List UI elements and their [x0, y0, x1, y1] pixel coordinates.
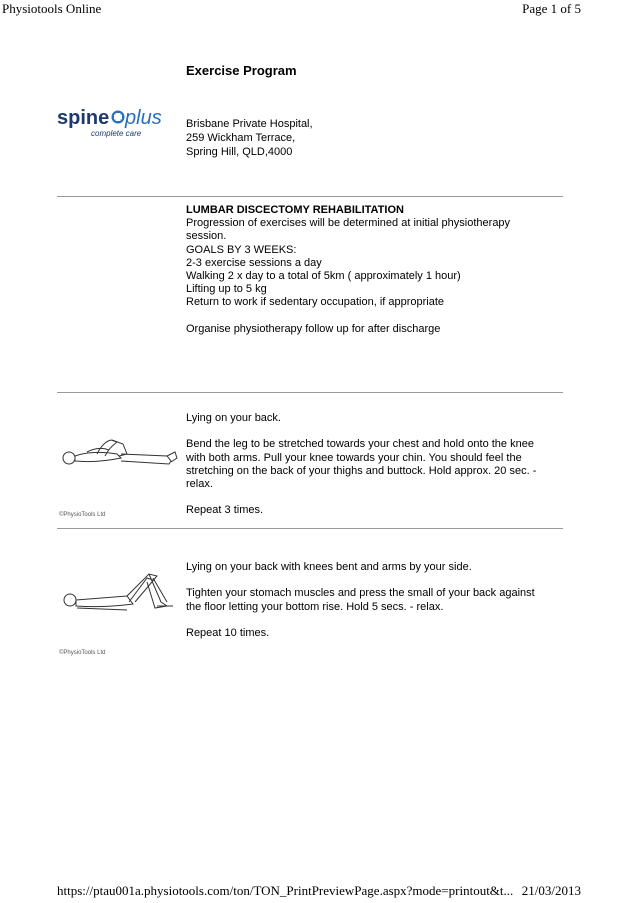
program-line: Return to work if sedentary occupation, if appropriate [186, 296, 445, 309]
program-line: Walking 2 x day to a total of 5km ( approximately 1 hour) [186, 270, 461, 283]
footer-date: 21/03/2013 [521, 883, 581, 898]
exercise-instruction-line: relax. [186, 478, 213, 490]
logo-tagline: complete care [91, 129, 142, 138]
program-description [186, 204, 564, 336]
program-line: Lifting up to 5 kg [186, 283, 267, 296]
header-app-name: Physiotools Online [2, 1, 102, 16]
logo-text-plus: plus [125, 107, 162, 129]
program-followup: Organise physiotherapy follow up for after discharge [186, 322, 441, 335]
logo-text-spine: spine [57, 107, 110, 129]
exercise-instruction-line: Tighten your stomach muscles and press the small of your back against [186, 587, 535, 600]
plus-mark-icon [112, 111, 125, 124]
section-divider [57, 528, 563, 529]
exercise-repeat: Repeat 3 times. [186, 504, 264, 517]
exercise-instruction-line: with both arms. Pull your knee towards your chin. You should feel the [186, 451, 522, 464]
image-credit: ©PhysioTools Ltd [59, 512, 106, 518]
exercise-1-text [186, 412, 564, 518]
program-line: Progression of exercises will be determined at initial physiotherapy [186, 217, 511, 230]
program-line: 2-3 exercise sessions a day [186, 256, 322, 269]
program-line: GOALS BY 3 WEEKS: [186, 243, 297, 256]
section-divider [57, 392, 563, 393]
exercise-1-illustration [57, 428, 179, 483]
program-line: session. [186, 230, 227, 243]
exercise-2-text [186, 561, 564, 640]
logo-graphic [57, 105, 177, 141]
exercise-instruction-line: Bend the leg to be stretched towards your chest and hold onto the knee [186, 438, 534, 451]
exercise-repeat: Repeat 10 times. [186, 626, 270, 639]
address-line: 259 Wickham Terrace, [186, 132, 296, 144]
spine-plus-logo [57, 105, 177, 141]
exercise-instruction-line: stretching on the back of your thighs and buttock. Hold approx. 20 sec. - [186, 464, 537, 477]
header-page-number: Page 1 of 5 [522, 1, 581, 16]
address-line: Spring Hill, QLD,4000 [186, 146, 293, 158]
page-title: Exercise Program [186, 63, 297, 78]
exercise-2-illustration [57, 570, 179, 639]
knee-to-chest-stretch-icon [57, 428, 179, 478]
exercise-position: Lying on your back with knees bent and arms by your side. [186, 561, 472, 573]
pelvic-tilt-exercise-icon [57, 570, 179, 634]
footer-url: https://ptau001a.physiotools.com/ton/TON_PrintPreviewPage.aspx?mode=printout&t... [57, 883, 514, 898]
image-credit: ©PhysioTools Ltd [59, 650, 106, 656]
exercise-instruction-line: the floor letting your bottom rise. Hold 5 secs. - relax. [186, 600, 444, 613]
hospital-address [186, 117, 313, 159]
exercise-position: Lying on your back. [186, 412, 281, 424]
address-line: Brisbane Private Hospital, [186, 118, 313, 130]
section-divider [57, 196, 563, 197]
program-heading: LUMBAR DISCECTOMY REHABILITATION [186, 204, 404, 216]
